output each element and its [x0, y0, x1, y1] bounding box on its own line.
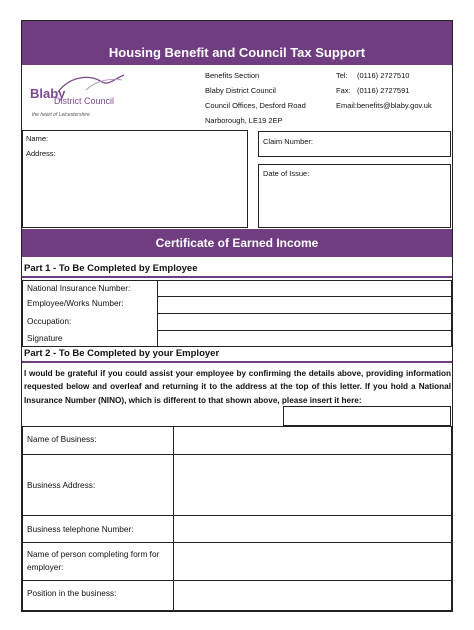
employer-instructions: I would be grateful if you could assist your employee by confirming the details above, providing information requested below and overleaf and returning it to the address at the top of this letter. If you hold a National Insurance Number (NINO), which is different to that shown above, please insert it here: — [24, 369, 451, 405]
claim-number-label: Claim Number: — [263, 137, 314, 146]
business-name-field[interactable] — [174, 427, 451, 454]
address-line-3: Council Offices, Desford Road — [205, 101, 306, 110]
form-title: Housing Benefit and Council Tax Support — [108, 44, 366, 60]
business-telephone-field[interactable] — [174, 516, 451, 542]
position-label: Position in the business: — [27, 588, 117, 598]
ni-number-field[interactable] — [158, 281, 451, 296]
header-banner — [22, 21, 452, 65]
occupation-field[interactable] — [158, 314, 451, 330]
position-field[interactable] — [174, 581, 451, 610]
fax-value: (0116) 2727591 — [357, 86, 410, 95]
name-address-box[interactable] — [22, 130, 248, 228]
works-number-field[interactable] — [158, 297, 451, 313]
works-number-label: Employee/Works Number: — [27, 298, 124, 308]
address-label: Address: — [26, 149, 56, 158]
email-text: Email:benefits@blaby.gov.uk — [336, 101, 432, 110]
business-name-label: Name of Business: — [27, 434, 97, 444]
part1-heading: Part 1 - To Be Completed by Employee — [24, 263, 198, 274]
address-line-2: Blaby District Council — [205, 86, 276, 95]
person-completing-label: Name of person completing form for employer: — [27, 549, 160, 572]
certificate-title-bar — [22, 229, 452, 257]
name-label: Name: — [26, 134, 49, 143]
ni-number-label: National Insurance Number: — [27, 283, 131, 293]
part2-heading: Part 2 - To Be Completed by your Employer — [24, 348, 220, 359]
tel-label: Tel: — [336, 71, 348, 80]
alternate-nino-field[interactable] — [283, 406, 451, 426]
person-completing-field[interactable] — [174, 543, 451, 580]
tel-value: (0116) 2727510 — [357, 71, 410, 80]
fax-label: Fax: — [336, 86, 351, 95]
address-line-4: Narborough, LE19 2EP — [205, 116, 283, 125]
business-telephone-label: Business telephone Number: — [27, 524, 134, 534]
logo-sub-text: District Council — [54, 96, 115, 106]
signature-field[interactable] — [158, 331, 451, 346]
signature-label: Signature — [27, 333, 63, 343]
certificate-title: Certificate of Earned Income — [155, 236, 319, 250]
occupation-label: Occupation: — [27, 316, 72, 326]
date-of-issue-label: Date of Issue: — [263, 169, 310, 178]
logo-tagline: the heart of Leicestershire — [32, 112, 90, 118]
address-line-1: Benefits Section — [205, 71, 260, 80]
logo-main-text: Blaby — [30, 86, 66, 101]
business-address-label: Business Address: — [27, 480, 96, 490]
business-address-field[interactable] — [174, 455, 451, 515]
council-logo — [30, 72, 150, 122]
logo-swoosh-icon — [56, 72, 128, 96]
